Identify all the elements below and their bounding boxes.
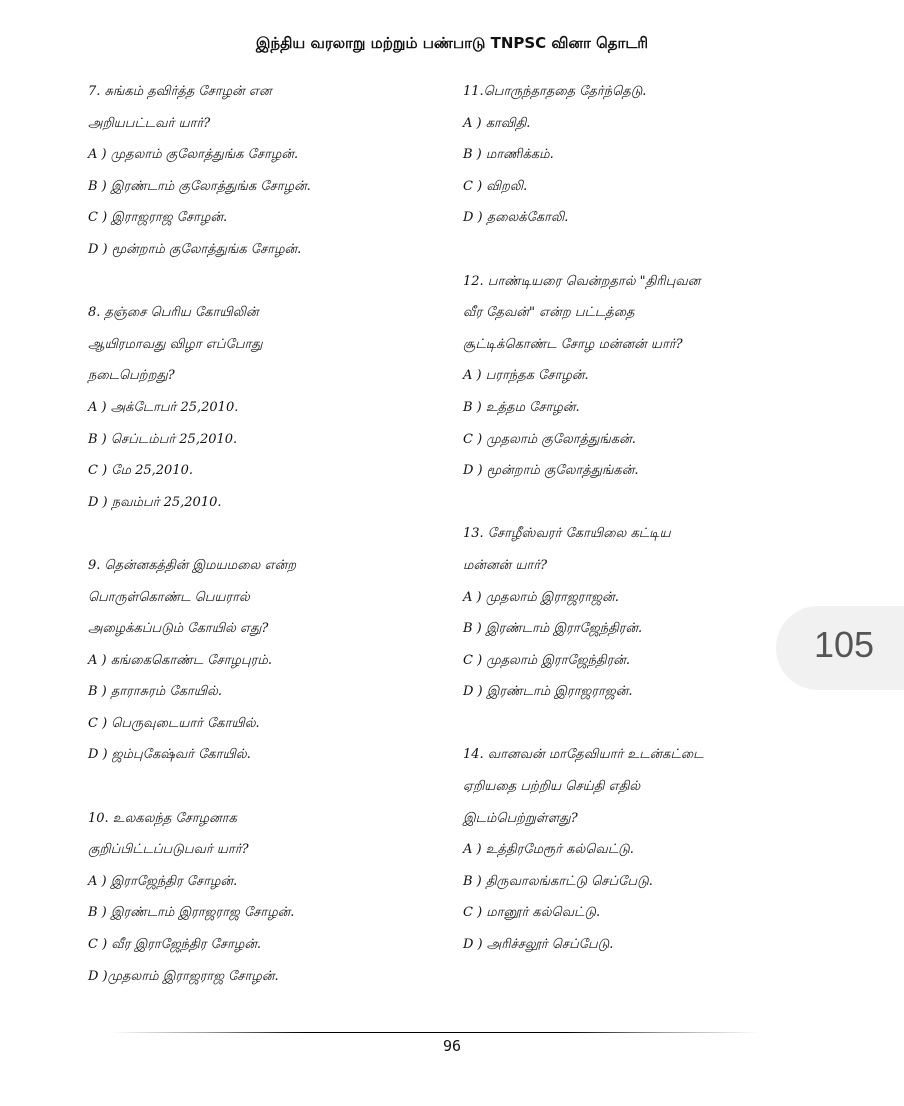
option-c: C ) வீர இராஜேந்திர சோழன்.: [88, 937, 262, 953]
question-9: [88, 550, 428, 771]
question-text: வீர தேவன்" என்ற பட்டத்தை: [463, 305, 635, 321]
spacer: [463, 234, 793, 266]
option-a: A ) கங்கைகொண்ட சோழபுரம்.: [88, 652, 272, 668]
option-a: A ) இராஜேந்திர சோழன்.: [88, 873, 238, 889]
option-c: C ) விறலி.: [463, 178, 528, 194]
question-text: மன்னன் யார்?: [463, 557, 548, 573]
question-text: 14. வானவன் மாதேவியார் உடன்கட்டை: [463, 747, 704, 763]
question-text: 7. சுங்கம் தவிர்த்த சோழன் என: [88, 84, 272, 99]
right-column: [463, 76, 793, 961]
page-title: இந்திய வரலாறு மற்றும் பண்பாடு TNPSC வினா தொடரி: [255, 34, 649, 52]
option-b: B ) இரண்டாம் குலோத்துங்க சோழன்.: [88, 178, 311, 194]
question-text: குறிப்பிட்டப்படுபவர் யார்?: [88, 842, 249, 858]
question-8: [88, 297, 428, 518]
option-d: D ) மூன்றாம் குலோத்துங்கன்.: [463, 463, 639, 479]
option-b: B ) செப்டம்பர் 25,2010.: [88, 431, 238, 447]
question-12: [463, 266, 793, 487]
option-a: A ) முதலாம் குலோத்துங்க சோழன்.: [88, 147, 299, 163]
option-a: A ) அக்டோபர் 25,2010.: [88, 399, 239, 415]
option-d: D )முதலாம் இராஜராஜ சோழன்.: [88, 968, 279, 984]
question-14: [463, 739, 793, 960]
option-a: A ) உத்திரமேரூர் கல்வெட்டு.: [463, 842, 634, 858]
option-b: B ) மாணிக்கம்.: [463, 147, 554, 163]
option-d: D ) அரிச்சலூர் செப்பேடு.: [463, 937, 614, 953]
option-b: B ) இரண்டாம் இராஜராஜ சோழன்.: [88, 905, 295, 921]
viewer-page-indicator[interactable]: [776, 606, 904, 690]
question-text: பொருள்கொண்ட பெயரால்: [88, 589, 250, 605]
question-text: 8. தஞ்சை பெரிய கோயிலின்: [88, 305, 259, 321]
option-c: C ) முதலாம் இராஜேந்திரன்.: [463, 652, 631, 668]
question-text: 12. பாண்டியரை வென்றதால் "திரிபுவன: [463, 273, 701, 289]
option-d: D ) இரண்டாம் இராஜராஜன்.: [463, 684, 633, 700]
question-text: இடம்பெற்றுள்ளது?: [463, 810, 578, 826]
option-c: C ) முதலாம் குலோத்துங்கன்.: [463, 431, 636, 447]
question-7: [88, 76, 428, 266]
question-10: [88, 803, 428, 993]
question-text: ஏறியதை பற்றிய செய்தி எதில்: [463, 779, 641, 795]
option-a: A ) காவிதி.: [463, 115, 531, 131]
option-c: C ) இராஜராஜ சோழன்.: [88, 210, 228, 226]
spacer: [88, 518, 428, 550]
option-b: B ) திருவாலங்காட்டு செப்பேடு.: [463, 873, 653, 889]
question-text: 13. சோழீஸ்வரர் கோயிலை கட்டிய: [463, 526, 671, 542]
option-d: D ) மூன்றாம் குலோத்துங்க சோழன்.: [88, 241, 302, 257]
option-d: D ) தலைக்கோலி.: [463, 210, 569, 226]
footer-divider: [110, 1032, 760, 1033]
spacer: [88, 771, 428, 803]
question-text: அறியபட்டவர் யார்?: [88, 115, 211, 131]
option-d: D ) நவம்பர் 25,2010.: [88, 494, 222, 510]
spacer: [88, 266, 428, 298]
question-text: நடைபெற்றது?: [88, 368, 175, 384]
option-b: B ) தாராசுரம் கோயில்.: [88, 684, 223, 700]
footer-page-number: 96: [442, 1037, 462, 1055]
option-c: C ) பெருவுடையார் கோயில்.: [88, 715, 260, 731]
question-text: சூட்டிக்கொண்ட சோழ மன்னன் யார்?: [463, 336, 683, 352]
viewer-page-number: 105: [814, 624, 875, 665]
option-d: D ) ஜம்புகேஷ்வர் கோயில்.: [88, 747, 251, 763]
option-c: C ) மே 25,2010.: [88, 463, 193, 479]
question-13: [463, 518, 793, 708]
option-c: C ) மானூர் கல்வெட்டு.: [463, 905, 601, 921]
question-11: [463, 76, 793, 234]
question-text: 10. உலகலந்த சோழனாக: [88, 810, 237, 826]
left-column: [88, 76, 428, 992]
option-a: A ) முதலாம் இராஜராஜன்.: [463, 589, 619, 605]
question-text: 9. தென்னகத்தின் இமயமலை என்ற: [88, 557, 297, 573]
spacer: [463, 487, 793, 519]
question-text: 11.பொருந்தாததை தேர்ந்தெடு.: [463, 84, 647, 99]
option-b: B ) உத்தம சோழன்.: [463, 399, 580, 415]
spacer: [463, 708, 793, 740]
question-text: ஆயிரமாவது விழா எப்போது: [88, 336, 263, 352]
question-text: அழைக்கப்படும் கோயில் எது?: [88, 621, 269, 637]
option-a: A ) பராந்தக சோழன்.: [463, 368, 589, 384]
option-b: B ) இரண்டாம் இராஜேந்திரன்.: [463, 621, 643, 637]
